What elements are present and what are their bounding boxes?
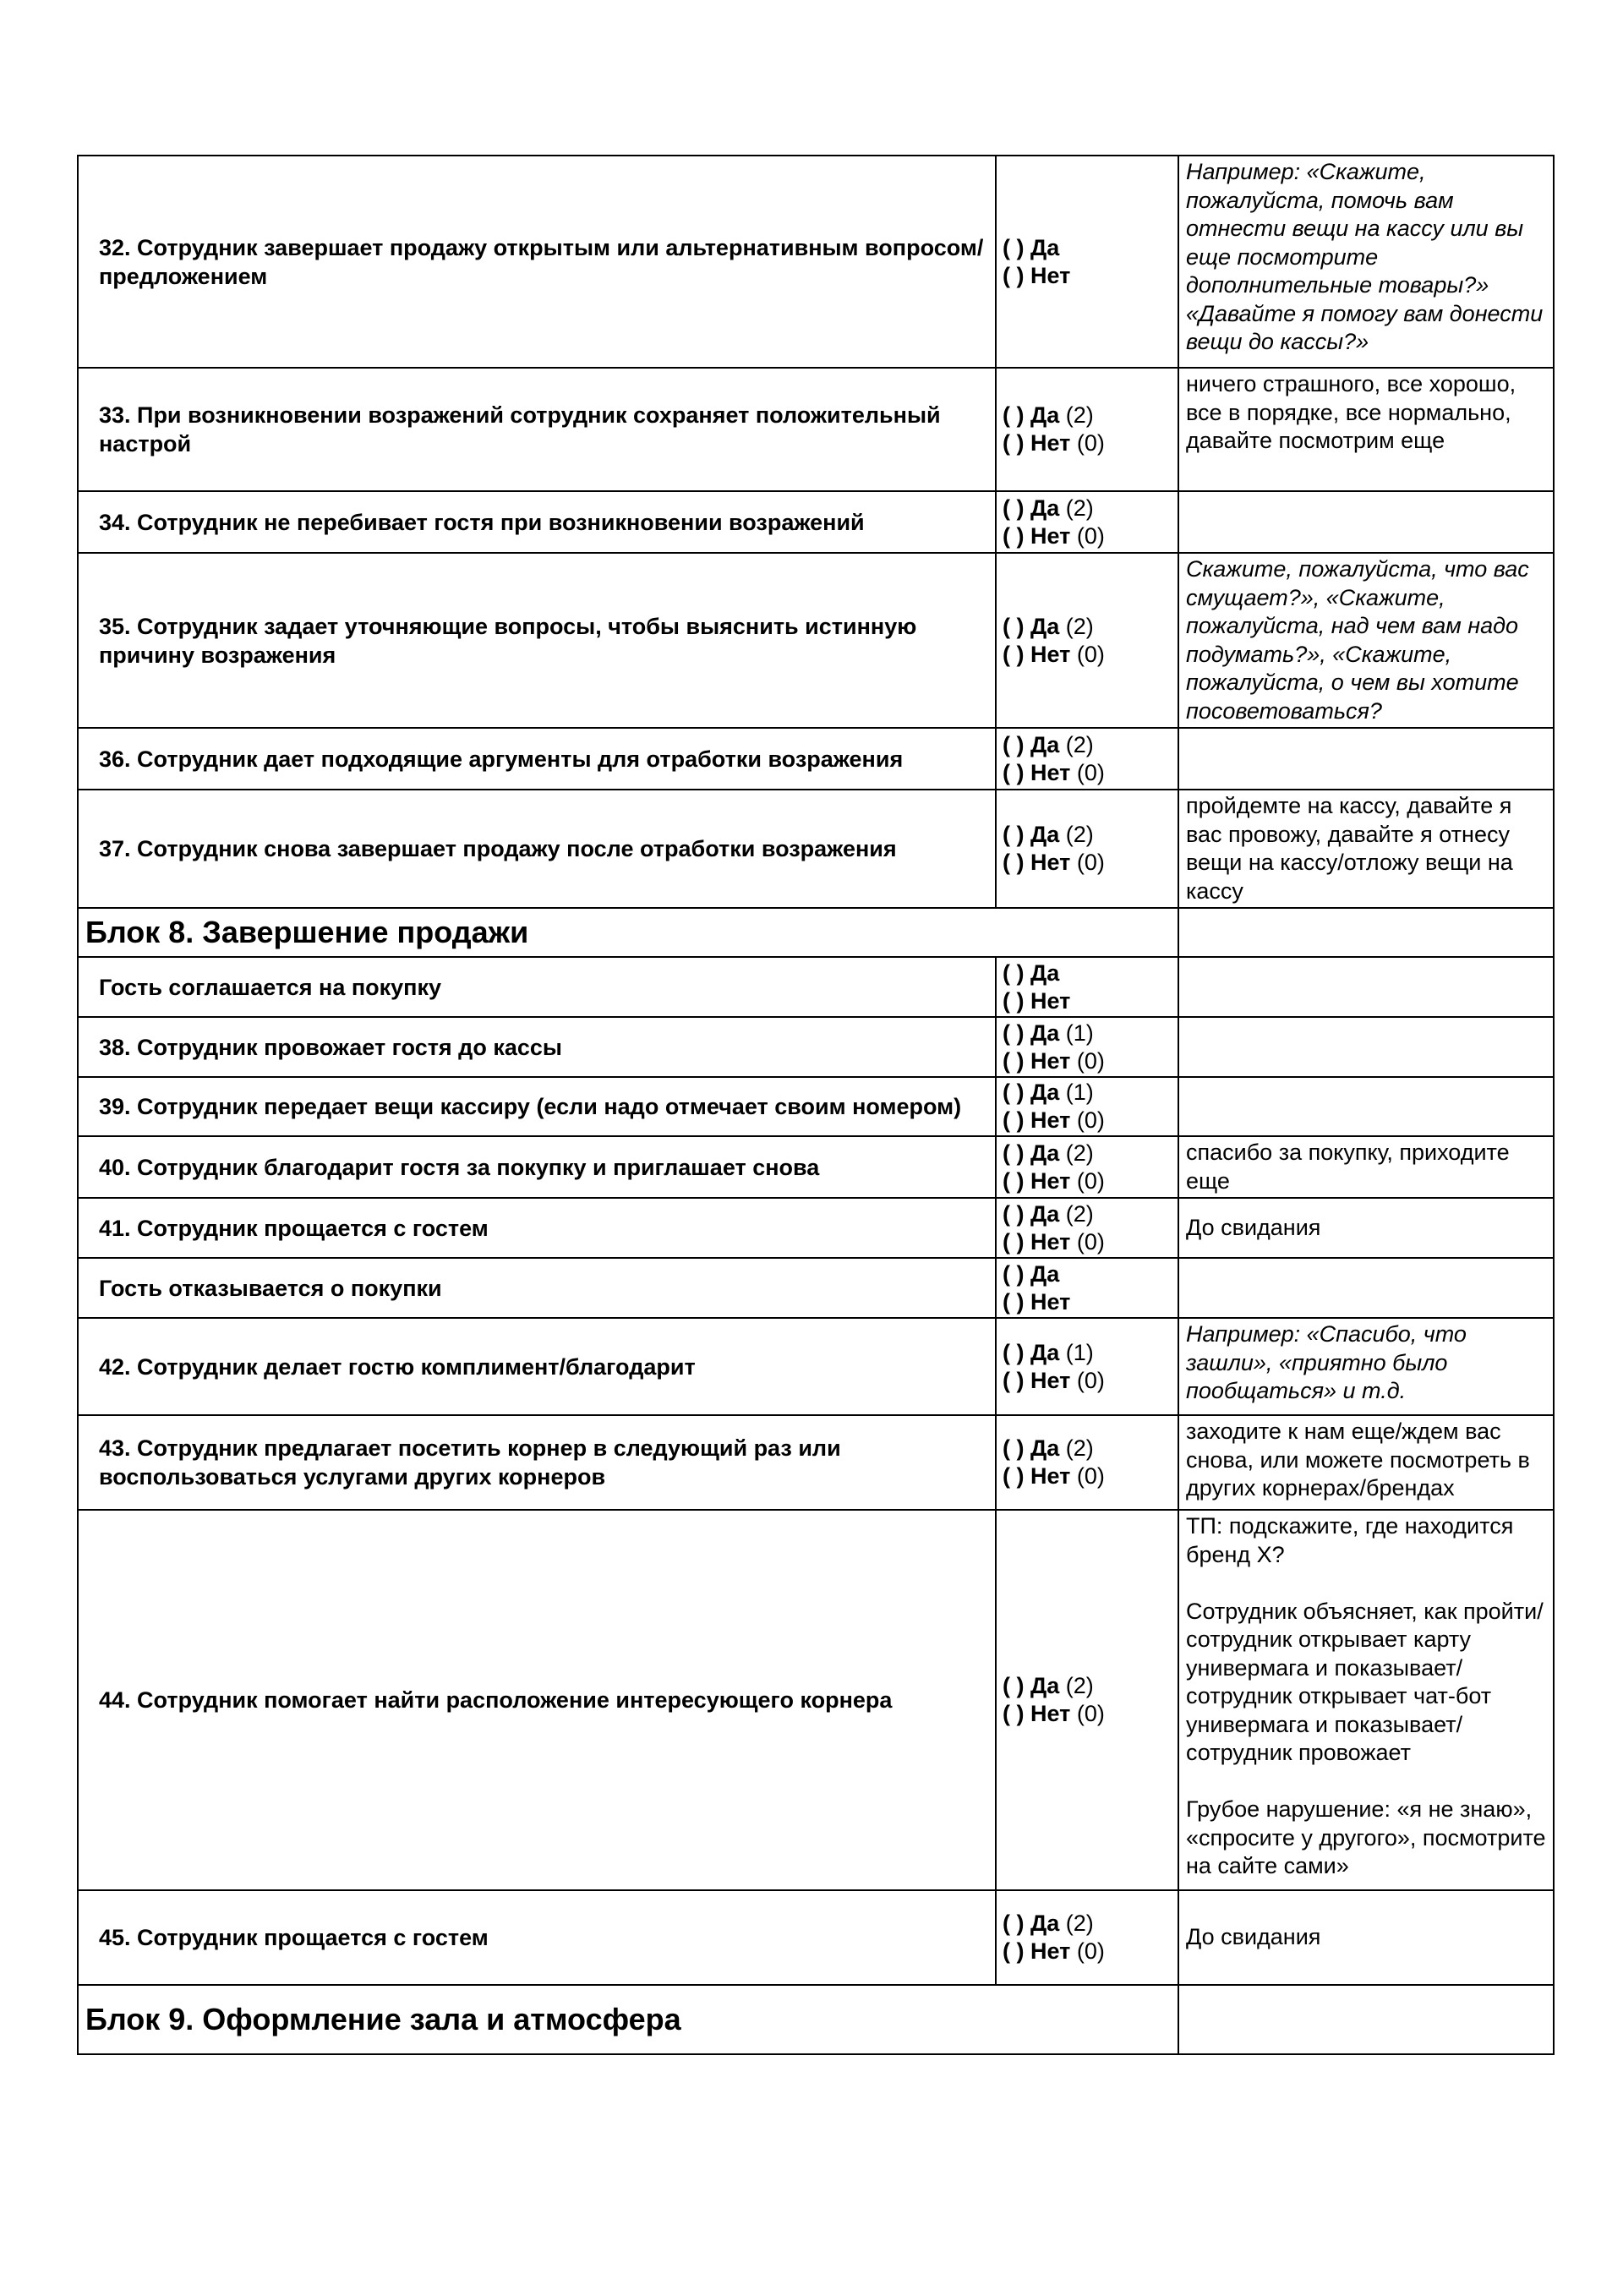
option-label: Нет	[1030, 987, 1071, 1014]
answer-options	[996, 728, 1178, 790]
option-no[interactable]	[1003, 759, 1172, 787]
option-label: Нет	[1030, 1701, 1071, 1726]
option-score: (2)	[1065, 1911, 1094, 1936]
criterion-row	[78, 1890, 1554, 1985]
radio-mark-icon[interactable]: ( )	[1003, 1140, 1025, 1166]
option-score: (2)	[1065, 731, 1094, 757]
answer-options	[996, 1890, 1178, 1985]
radio-mark-icon[interactable]: ( )	[1003, 822, 1025, 847]
option-label: Нет	[1030, 1167, 1071, 1194]
radio-mark-icon[interactable]: ( )	[1003, 1463, 1025, 1489]
criterion-row	[78, 1258, 1554, 1318]
radio-mark-icon[interactable]: ( )	[1003, 1200, 1025, 1227]
answer-options	[996, 553, 1178, 728]
example-note	[1178, 790, 1554, 908]
criterion-row	[78, 957, 1554, 1017]
option-label: Да	[1030, 1200, 1060, 1227]
criterion-text: 42. Сотрудник делает гостю комплимент/благодарит	[78, 1318, 996, 1415]
criterion-row	[78, 1198, 1554, 1258]
option-no[interactable]	[1003, 522, 1172, 550]
option-no[interactable]	[1003, 1047, 1172, 1075]
example-note	[1178, 728, 1554, 790]
answer-options	[996, 790, 1178, 908]
example-note	[1178, 368, 1554, 491]
criterion-text: 41. Сотрудник прощается с гостем	[78, 1198, 996, 1258]
criterion-text: Гость отказывается о покупки	[78, 1258, 996, 1318]
answer-options	[996, 1198, 1178, 1258]
option-no[interactable]	[1003, 1462, 1172, 1490]
option-no[interactable]	[1003, 1288, 1172, 1316]
criterion-text: 33. При возникновении возражений сотрудник сохраняет положительный настрой	[78, 368, 996, 491]
paragraph-gap	[1186, 1768, 1549, 1796]
checklist-table	[77, 155, 1555, 2055]
block-title: Блок 9. Оформление зала и атмосфера	[78, 1985, 1178, 2054]
example-note	[1178, 1077, 1554, 1136]
option-score: (0)	[1076, 641, 1105, 667]
option-label: Нет	[1030, 1107, 1071, 1133]
example-note	[1178, 957, 1554, 1017]
option-label: Нет	[1030, 1938, 1071, 1964]
option-label: Да	[1030, 613, 1060, 639]
option-score: (0)	[1076, 1167, 1105, 1194]
option-label: Нет	[1030, 1228, 1071, 1255]
option-label: Нет	[1030, 1047, 1071, 1074]
radio-mark-icon[interactable]: ( )	[1003, 1701, 1025, 1726]
option-no[interactable]	[1003, 1167, 1172, 1195]
note-paragraph: ничего страшного, все хорошо, все в порядке, все нормально, давайте посмотрим еще	[1186, 371, 1516, 453]
option-yes[interactable]	[1003, 613, 1172, 641]
option-label: Да	[1030, 731, 1060, 757]
answer-options	[996, 491, 1178, 553]
criterion-text: 43. Сотрудник предлагает посетить корнер в следующий раз или воспользоваться услугами других корнеров	[78, 1415, 996, 1510]
answer-options	[996, 1136, 1178, 1198]
radio-mark-icon[interactable]: ( )	[1003, 850, 1025, 875]
criterion-row	[78, 1017, 1554, 1077]
radio-mark-icon[interactable]: ( )	[1003, 759, 1025, 785]
option-yes[interactable]	[1003, 821, 1172, 849]
paragraph-gap	[1186, 1569, 1549, 1598]
criterion-text: 45. Сотрудник прощается с гостем	[78, 1890, 996, 1985]
option-no[interactable]	[1003, 641, 1172, 669]
option-label: Да	[1030, 822, 1060, 847]
radio-mark-icon[interactable]: ( )	[1003, 1080, 1025, 1105]
option-score: (0)	[1076, 1228, 1105, 1255]
criterion-text: 37. Сотрудник снова завершает продажу после отработки возражения	[78, 790, 996, 908]
option-yes[interactable]	[1003, 495, 1172, 522]
block-title: Блок 8. Завершение продажи	[78, 908, 1178, 957]
option-label: Да	[1030, 959, 1060, 986]
radio-mark-icon[interactable]: ( )	[1003, 402, 1025, 428]
option-label: Да	[1030, 1911, 1060, 1936]
option-score: (1)	[1065, 1080, 1094, 1105]
criterion-row	[78, 491, 1554, 553]
option-label: Нет	[1030, 850, 1071, 875]
option-label: Нет	[1030, 1367, 1071, 1393]
option-label: Нет	[1030, 641, 1071, 667]
option-score: (0)	[1076, 759, 1105, 785]
option-yes[interactable]	[1003, 1140, 1172, 1167]
option-yes[interactable]	[1003, 1079, 1172, 1107]
option-yes[interactable]	[1003, 1672, 1172, 1700]
option-yes[interactable]	[1003, 1339, 1172, 1367]
option-yes[interactable]	[1003, 1260, 1172, 1288]
option-no[interactable]	[1003, 1938, 1172, 1965]
answer-options	[996, 1415, 1178, 1510]
option-label: Нет	[1030, 759, 1071, 785]
option-yes[interactable]	[1003, 1435, 1172, 1462]
note-paragraph: Например: «Скажите, пожалуйста, помочь вам отнести вещи на кассу или вы еще посмотрите дополнительные товары?» «Давайте я помогу вам донести вещи до кассы?»	[1186, 159, 1544, 354]
radio-mark-icon[interactable]: ( )	[1003, 1047, 1025, 1074]
criterion-text: 39. Сотрудник передает вещи кассиру (если надо отмечает своим номером)	[78, 1077, 996, 1136]
option-no[interactable]	[1003, 1228, 1172, 1256]
block-empty-cell	[1178, 1985, 1554, 2054]
note-paragraph: спасибо за покупку, приходите еще	[1186, 1140, 1510, 1194]
option-label: Да	[1030, 1435, 1060, 1461]
criterion-text: Гость соглашается на покупку	[78, 957, 996, 1017]
criterion-row	[78, 1415, 1554, 1510]
option-score: (0)	[1076, 1463, 1105, 1489]
option-label: Да	[1030, 1673, 1060, 1698]
criterion-row	[78, 1136, 1554, 1198]
radio-mark-icon[interactable]: ( )	[1003, 1673, 1025, 1698]
example-note	[1178, 1415, 1554, 1510]
option-label: Нет	[1030, 522, 1071, 549]
option-label: Да	[1030, 1260, 1060, 1287]
option-yes[interactable]	[1003, 1020, 1172, 1047]
radio-mark-icon[interactable]: ( )	[1003, 641, 1025, 667]
radio-mark-icon[interactable]: ( )	[1003, 234, 1025, 260]
example-note	[1178, 491, 1554, 553]
criterion-row	[78, 1077, 1554, 1136]
criterion-text: 36. Сотрудник дает подходящие аргументы для отработки возражения	[78, 728, 996, 790]
radio-mark-icon[interactable]: ( )	[1003, 495, 1025, 521]
option-score: (0)	[1076, 430, 1105, 456]
criterion-text: 38. Сотрудник провожает гостя до кассы	[78, 1017, 996, 1077]
example-note	[1178, 1198, 1554, 1258]
radio-mark-icon[interactable]: ( )	[1003, 959, 1025, 986]
radio-mark-icon[interactable]: ( )	[1003, 1228, 1025, 1255]
option-label: Да	[1030, 234, 1060, 260]
radio-mark-icon[interactable]: ( )	[1003, 1288, 1025, 1315]
option-score: (1)	[1065, 1020, 1094, 1046]
example-note	[1178, 156, 1554, 368]
example-note	[1178, 1318, 1554, 1415]
radio-mark-icon[interactable]: ( )	[1003, 613, 1025, 639]
criterion-text: 34. Сотрудник не перебивает гостя при возникновении возражений	[78, 491, 996, 553]
radio-mark-icon[interactable]: ( )	[1003, 1435, 1025, 1461]
option-no[interactable]	[1003, 1107, 1172, 1134]
option-label: Да	[1030, 1339, 1060, 1365]
note-paragraph: Скажите, пожалуйста, что вас смущает?», «Скажите, пожалуйста, над чем вам надо подумать?», «Скажите, пожалуйста, о чем вы хотите посоветоваться?	[1186, 556, 1529, 724]
answer-options	[996, 156, 1178, 368]
criterion-text: 44. Сотрудник помогает найти расположение интересующего корнера	[78, 1510, 996, 1890]
option-no[interactable]	[1003, 1367, 1172, 1395]
block-header-row	[78, 1985, 1554, 2054]
note-paragraph: ТП: подскажите, где находится бренд Х?	[1186, 1513, 1514, 1567]
criterion-row	[78, 1318, 1554, 1415]
option-score: (2)	[1065, 402, 1094, 428]
criterion-row	[78, 790, 1554, 908]
option-no[interactable]	[1003, 262, 1172, 290]
criterion-text: 35. Сотрудник задает уточняющие вопросы, чтобы выяснить истинную причину возражения	[78, 553, 996, 728]
example-note	[1178, 553, 1554, 728]
option-score: (0)	[1076, 1701, 1105, 1726]
option-score: (2)	[1065, 495, 1094, 521]
option-yes[interactable]	[1003, 402, 1172, 429]
answer-options	[996, 368, 1178, 491]
radio-mark-icon[interactable]: ( )	[1003, 1339, 1025, 1365]
note-paragraph: заходите к нам еще/ждем вас снова, или можете посмотреть в других корнерах/брендах	[1186, 1419, 1530, 1501]
radio-mark-icon[interactable]: ( )	[1003, 522, 1025, 549]
radio-mark-icon[interactable]: ( )	[1003, 731, 1025, 757]
option-yes[interactable]	[1003, 234, 1172, 262]
example-note	[1178, 1890, 1554, 1985]
note-paragraph: Грубое нарушение: «я не знаю», «спросите у другого», посмотрите на сайте сами»	[1186, 1796, 1546, 1878]
example-note	[1178, 1258, 1554, 1318]
checklist-document	[77, 155, 1553, 2055]
option-no[interactable]	[1003, 987, 1172, 1015]
radio-mark-icon[interactable]: ( )	[1003, 1167, 1025, 1194]
answer-options	[996, 1510, 1178, 1890]
example-note	[1178, 1136, 1554, 1198]
block-empty-cell	[1178, 908, 1554, 957]
criterion-text: 40. Сотрудник благодарит гостя за покупку и приглашает снова	[78, 1136, 996, 1198]
radio-mark-icon[interactable]: ( )	[1003, 1938, 1025, 1964]
option-label: Нет	[1030, 430, 1071, 456]
radio-mark-icon[interactable]: ( )	[1003, 1020, 1025, 1046]
criterion-row	[78, 1510, 1554, 1890]
criterion-row	[78, 156, 1554, 368]
answer-options	[996, 1017, 1178, 1077]
option-score: (2)	[1065, 1435, 1094, 1461]
option-label: Да	[1030, 402, 1060, 428]
option-score: (2)	[1065, 822, 1094, 847]
radio-mark-icon[interactable]: ( )	[1003, 1367, 1025, 1393]
option-label: Да	[1030, 495, 1060, 521]
option-label: Нет	[1030, 262, 1071, 288]
option-yes[interactable]	[1003, 1200, 1172, 1228]
note-paragraph: пройдемте на кассу, давайте я вас провожу, давайте я отнесу вещи на кассу/отложу вещи на кассу	[1186, 793, 1513, 904]
example-note	[1178, 1017, 1554, 1077]
radio-mark-icon[interactable]: ( )	[1003, 1260, 1025, 1287]
option-label: Да	[1030, 1080, 1060, 1105]
option-score: (1)	[1065, 1339, 1094, 1365]
note-paragraph: Например: «Спасибо, что зашли», «приятно было пообщаться» и т.д.	[1186, 1321, 1467, 1403]
radio-mark-icon[interactable]: ( )	[1003, 987, 1025, 1014]
answer-options	[996, 957, 1178, 1017]
radio-mark-icon[interactable]: ( )	[1003, 1911, 1025, 1936]
answer-options	[996, 1077, 1178, 1136]
example-note	[1178, 1510, 1554, 1890]
option-score: (0)	[1076, 1047, 1105, 1074]
option-label: Да	[1030, 1020, 1060, 1046]
option-score: (2)	[1065, 613, 1094, 639]
option-score: (0)	[1076, 1107, 1105, 1133]
radio-mark-icon[interactable]: ( )	[1003, 430, 1025, 456]
option-yes[interactable]	[1003, 731, 1172, 759]
option-score: (2)	[1065, 1200, 1094, 1227]
note-paragraph: До свидания	[1186, 1924, 1321, 1950]
answer-options	[996, 1318, 1178, 1415]
option-score: (0)	[1076, 522, 1105, 549]
option-yes[interactable]	[1003, 959, 1172, 987]
option-no[interactable]	[1003, 849, 1172, 877]
criterion-row	[78, 368, 1554, 491]
option-label: Нет	[1030, 1463, 1071, 1489]
radio-mark-icon[interactable]: ( )	[1003, 262, 1025, 288]
option-score: (0)	[1076, 1367, 1105, 1393]
option-yes[interactable]	[1003, 1910, 1172, 1938]
note-paragraph: До свидания	[1186, 1214, 1321, 1240]
criterion-text: 32. Сотрудник завершает продажу открытым или альтернативным вопросом/предложением	[78, 156, 996, 368]
option-score: (2)	[1065, 1673, 1094, 1698]
option-score: (2)	[1065, 1140, 1094, 1166]
option-label: Да	[1030, 1140, 1060, 1166]
option-label: Нет	[1030, 1288, 1071, 1315]
block-header-row	[78, 908, 1554, 957]
note-paragraph: Сотрудник объясняет, как пройти/ сотрудник открывает карту универмага и показывает/ сотрудник открывает чат-бот универмага и показывает/ сотрудник провожает	[1186, 1598, 1544, 1765]
option-score: (0)	[1076, 1938, 1105, 1964]
option-score: (0)	[1076, 850, 1105, 875]
criterion-row	[78, 728, 1554, 790]
option-no[interactable]	[1003, 1700, 1172, 1728]
criterion-row	[78, 553, 1554, 728]
answer-options	[996, 1258, 1178, 1318]
radio-mark-icon[interactable]: ( )	[1003, 1107, 1025, 1133]
option-no[interactable]	[1003, 429, 1172, 457]
